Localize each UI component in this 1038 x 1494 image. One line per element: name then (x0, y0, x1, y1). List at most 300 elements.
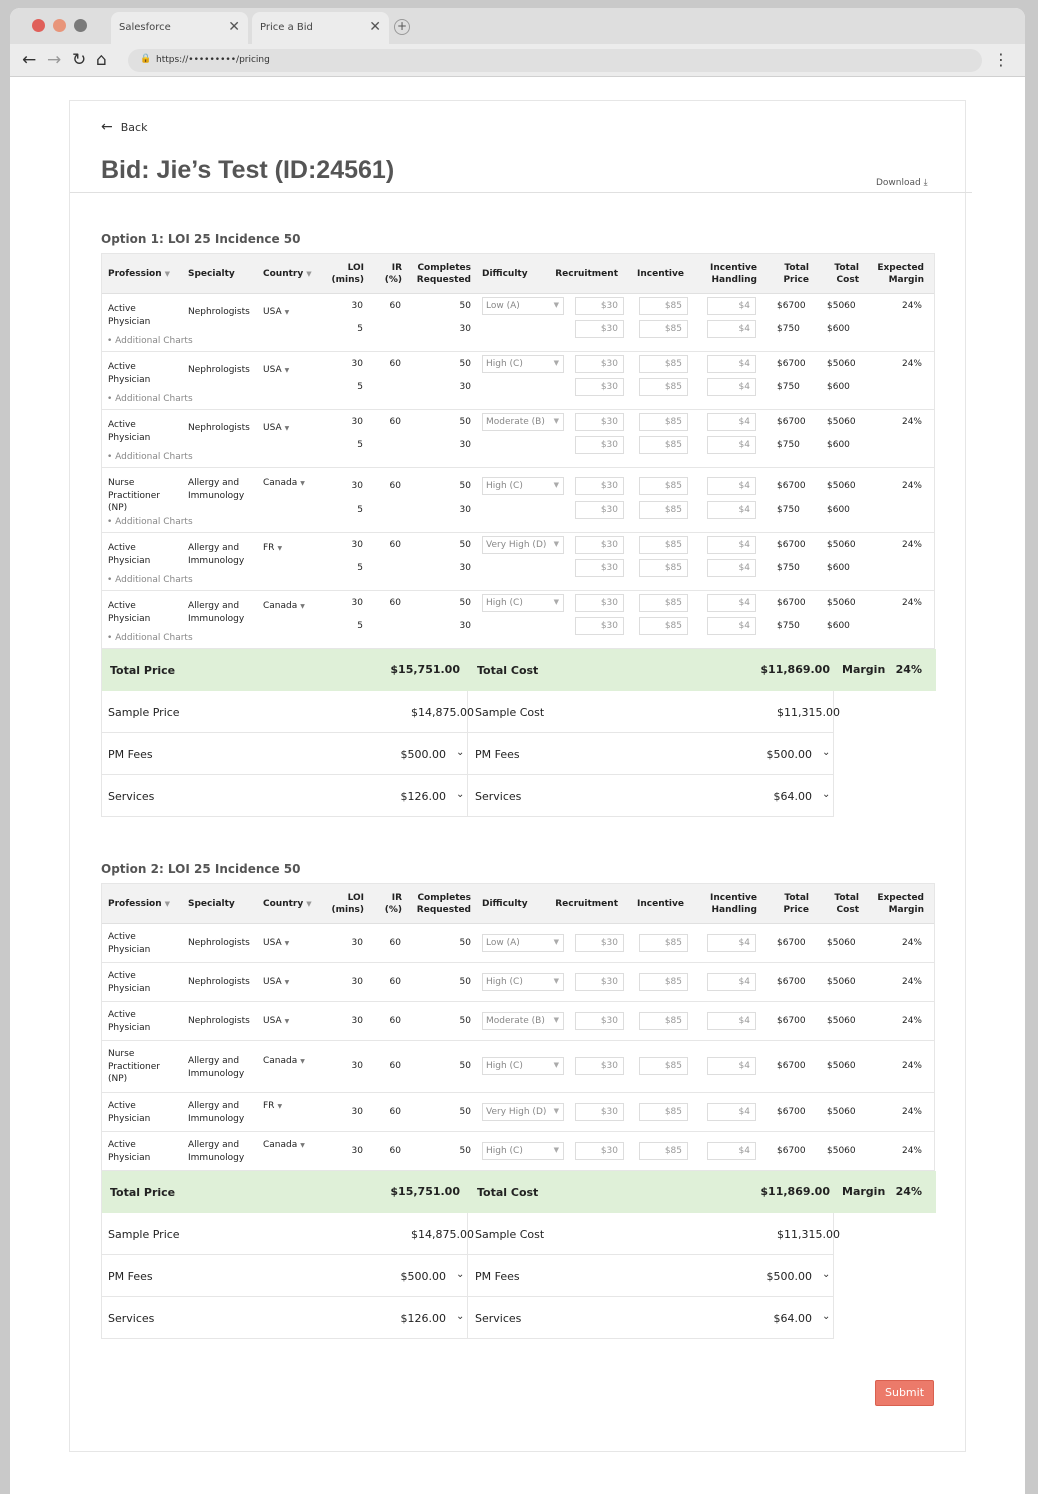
additional-charts-label: • Additional Charts (107, 452, 193, 462)
country-value: Canada (263, 1056, 298, 1066)
country-select[interactable] (263, 1139, 323, 1153)
incentive-handling-input[interactable]: $4 (707, 477, 756, 495)
ir-cell: 60 (389, 1146, 401, 1156)
chevron-down-icon: ▼ (553, 417, 559, 425)
more-menu-icon[interactable]: ⋮ (993, 50, 1009, 69)
additional-total-cost-cell: $600 (827, 382, 850, 392)
additional-handling-input[interactable]: $4 (707, 436, 756, 454)
incentive-handling-input[interactable]: $4 (707, 973, 756, 991)
chevron-down-icon[interactable]: ⌄ (456, 1269, 465, 1280)
additional-total-price-cell: $750 (777, 621, 800, 631)
chevron-down-icon[interactable]: ⌄ (456, 789, 465, 800)
browser-window (10, 8, 1025, 1494)
loi-cell: 30 (351, 598, 363, 608)
profession-cell: Active Physician (108, 304, 151, 327)
submit-button[interactable]: Submit (875, 1380, 934, 1406)
recruitment-input[interactable]: $30 (575, 1142, 624, 1160)
column-header-label: Difficulty (482, 269, 528, 279)
additional-charts-label: • Additional Charts (107, 394, 193, 404)
recruitment-input[interactable]: $30 (575, 973, 624, 991)
sort-caret-icon[interactable]: ▼ (306, 900, 312, 908)
chevron-down-icon: ▼ (277, 545, 283, 552)
additional-total-price-cell: $750 (777, 563, 800, 573)
additional-charts-text: Additional Charts (115, 336, 193, 346)
chevron-down-icon[interactable]: ⌄ (822, 789, 831, 800)
column-header-label: Specialty (188, 269, 235, 279)
chevron-down-icon[interactable]: ⌄ (822, 1269, 831, 1280)
expected-margin-cell: 24% (901, 540, 922, 550)
sample-price-label: Sample Price (108, 706, 180, 719)
country-select[interactable] (263, 1015, 323, 1029)
reload-icon[interactable]: ↻ (72, 50, 87, 70)
additional-loi-cell: 5 (357, 563, 363, 573)
additional-recruitment-input[interactable]: $30 (575, 559, 624, 577)
country-select[interactable] (263, 937, 323, 951)
back-link[interactable] (101, 119, 147, 135)
additional-recruitment-input[interactable]: $30 (575, 617, 624, 635)
recruitment-input[interactable]: $30 (575, 413, 624, 431)
difficulty-select[interactable] (482, 934, 564, 952)
additional-total-cost-cell: $600 (827, 324, 850, 334)
chevron-down-icon[interactable]: ⌄ (456, 1311, 465, 1322)
additional-handling-input[interactable]: $4 (707, 617, 756, 635)
completes-cell: 50 (459, 1016, 471, 1026)
specialty-column-header (188, 254, 258, 294)
incentive-input[interactable]: $85 (639, 1142, 688, 1160)
incentive-input[interactable]: $85 (639, 973, 688, 991)
country-value: USA (263, 938, 282, 948)
recruitment-input[interactable]: $30 (575, 536, 624, 554)
total-price-cell: $6700 (777, 598, 806, 608)
recruitment-input[interactable]: $30 (575, 297, 624, 315)
loi-cell: 30 (351, 417, 363, 427)
profession-cell: Active Physician (108, 601, 151, 624)
total-cost-cell: $5060 (827, 1107, 856, 1117)
incentive-input[interactable]: $85 (639, 297, 688, 315)
sample-price-label: Sample Price (108, 1228, 180, 1241)
home-icon[interactable]: ⌂ (96, 50, 107, 70)
tab-salesforce[interactable] (111, 12, 248, 44)
incentive-input[interactable]: $85 (639, 413, 688, 431)
additional-handling-input[interactable]: $4 (707, 320, 756, 338)
incentive-input[interactable]: $85 (639, 536, 688, 554)
table-header (102, 254, 934, 294)
incentive-handling-input[interactable]: $4 (707, 1012, 756, 1030)
difficulty-value: Low (A) (486, 938, 520, 948)
chevron-down-icon: ▼ (553, 977, 559, 985)
profession-cell: Active Physician (108, 1101, 151, 1124)
specialty-cell: Nephrologists (188, 1016, 250, 1026)
tab-label: Price a Bid (260, 22, 313, 33)
services-row (102, 775, 936, 817)
option-title: Option 2: LOI 25 Incidence 50 (101, 862, 301, 876)
country-value: Canada (263, 478, 298, 488)
total-cost-cell: $5060 (827, 1016, 856, 1026)
total-price-cell: $6700 (777, 1146, 806, 1156)
profession-cell: Nurse Practitioner (NP) (108, 478, 160, 513)
recruitment-input[interactable]: $30 (575, 934, 624, 952)
specialty-cell: Allergy and Immunology (188, 1140, 245, 1163)
country-value: USA (263, 365, 282, 375)
incentive-handling-input[interactable]: $4 (707, 297, 756, 315)
profession-cell: Active Physician (108, 543, 151, 566)
additional-completes-cell: 30 (459, 563, 471, 573)
chevron-down-icon[interactable]: ⌄ (822, 747, 831, 758)
expected-margin-cell: 24% (901, 1061, 922, 1071)
expected-margin-cell: 24% (901, 977, 922, 987)
column-divider (833, 733, 834, 775)
profession-column-header[interactable] (108, 254, 180, 294)
close-tab-icon[interactable]: ✕ (228, 19, 240, 35)
browser-toolbar (10, 44, 1025, 77)
country-select[interactable] (263, 1055, 323, 1069)
additional-total-price-cell: $750 (777, 324, 800, 334)
additional-incentive-input[interactable]: $85 (639, 559, 688, 577)
chevron-down-icon[interactable]: ⌄ (822, 1311, 831, 1322)
specialty-column-header (188, 884, 258, 924)
difficulty-select[interactable] (482, 355, 564, 373)
incentive-handling-input[interactable]: $4 (707, 1057, 756, 1075)
total-cost-cell: $5060 (827, 481, 856, 491)
forward-arrow-icon[interactable]: → (47, 50, 62, 70)
chevron-down-icon: ▼ (553, 481, 559, 489)
row-divider (102, 1338, 834, 1339)
recruitment-input[interactable]: $30 (575, 355, 624, 373)
country-value: Canada (263, 601, 298, 611)
column-header-label: Recruitment (555, 269, 618, 279)
additional-incentive-input[interactable]: $85 (639, 320, 688, 338)
country-select[interactable] (263, 364, 323, 378)
pm-fees-price-value[interactable]: $500.00 (400, 748, 446, 761)
specialty-cell: Allergy and Immunology (188, 478, 245, 501)
pm-fees-cost-label: PM Fees (475, 1270, 520, 1283)
expected-margin-cell: 24% (901, 359, 922, 369)
total-cost-cell: $5060 (827, 417, 856, 427)
country-select[interactable] (263, 306, 323, 320)
profession-column-header[interactable] (108, 884, 180, 924)
margin-label: Margin (842, 1185, 886, 1198)
difficulty-value: Very High (D) (486, 1107, 547, 1117)
divider (70, 192, 972, 193)
difficulty-select[interactable] (482, 1142, 564, 1160)
difficulty-select[interactable] (482, 1103, 564, 1121)
country-select[interactable] (263, 542, 323, 556)
download-button[interactable] (876, 178, 928, 188)
pm-fees-price-value[interactable]: $500.00 (400, 1270, 446, 1283)
completes-column-header (411, 254, 471, 294)
completes-column-header (411, 884, 471, 924)
country-select[interactable] (263, 600, 323, 614)
difficulty-value: High (C) (486, 359, 523, 369)
back-arrow-icon[interactable]: ← (22, 50, 37, 70)
table-row (102, 410, 934, 468)
completes-cell: 50 (459, 977, 471, 987)
incentive-column-header (634, 884, 684, 924)
chevron-down-icon: ▼ (553, 938, 559, 946)
loi-cell: 30 (351, 1146, 363, 1156)
additional-total-price-cell: $750 (777, 440, 800, 450)
additional-completes-cell: 30 (459, 440, 471, 450)
recruitment-input[interactable]: $30 (575, 594, 624, 612)
completes-cell: 50 (459, 1107, 471, 1117)
sample-cost-label: Sample Cost (475, 706, 545, 719)
incentive-handling-input[interactable]: $4 (707, 536, 756, 554)
table-row (102, 924, 934, 963)
specialty-cell: Nephrologists (188, 938, 250, 948)
country-column-header[interactable] (263, 884, 323, 924)
additional-charts-label: • Additional Charts (107, 517, 193, 527)
table-row (102, 533, 934, 591)
expected-margin-column-header (875, 884, 924, 924)
margin-value: 24% (895, 1185, 922, 1198)
sort-caret-icon[interactable]: ▼ (306, 270, 312, 278)
incentive-input[interactable]: $85 (639, 594, 688, 612)
ir-cell: 60 (389, 938, 401, 948)
total-price-cell: $6700 (777, 301, 806, 311)
loi-cell: 30 (351, 1061, 363, 1071)
incentive-handling-column-header (707, 884, 757, 924)
column-header-label: LOI (mins) (331, 893, 364, 915)
country-value: FR (263, 1101, 275, 1111)
total-cost-cell: $5060 (827, 977, 856, 987)
sort-caret-icon[interactable]: ▼ (164, 270, 171, 278)
difficulty-select[interactable] (482, 477, 564, 495)
country-select[interactable] (263, 422, 323, 436)
difficulty-select[interactable] (482, 536, 564, 554)
total-price-cell: $6700 (777, 417, 806, 427)
additional-total-price-cell: $750 (777, 505, 800, 515)
difficulty-select[interactable] (482, 1057, 564, 1075)
column-header-label: Expected Margin (877, 263, 924, 285)
total-cost-label: Total Cost (477, 1186, 539, 1199)
total-cost-value: $11,869.00 (760, 1185, 830, 1198)
specialty-cell: Nephrologists (188, 307, 250, 317)
difficulty-select[interactable] (482, 973, 564, 991)
chevron-down-icon: ▼ (553, 1107, 559, 1115)
column-header-label: LOI (mins) (331, 263, 364, 285)
completes-cell: 50 (459, 359, 471, 369)
table-row (102, 468, 934, 533)
additional-handling-input[interactable]: $4 (707, 378, 756, 396)
totals-row (102, 1171, 936, 1213)
incentive-handling-input[interactable]: $4 (707, 594, 756, 612)
sample-cost-value: $11,315.00 (777, 1228, 840, 1241)
additional-recruitment-input[interactable]: $30 (575, 436, 624, 454)
expected-margin-cell: 24% (901, 1016, 922, 1026)
services-price-value[interactable]: $126.00 (400, 790, 446, 803)
total-price-cell: $6700 (777, 540, 806, 550)
total-price-column-header (777, 884, 809, 924)
additional-handling-input[interactable]: $4 (707, 559, 756, 577)
services-cost-value[interactable]: $64.00 (773, 1312, 812, 1325)
total-price-label: Total Price (110, 1186, 176, 1199)
total-cost-cell: $5060 (827, 598, 856, 608)
additional-completes-cell: 30 (459, 324, 471, 334)
total-cost-column-header (827, 254, 859, 294)
incentive-input[interactable]: $85 (639, 1057, 688, 1075)
additional-charts-label: • Additional Charts (107, 633, 193, 643)
chevron-down-icon: ▼ (300, 603, 305, 610)
services-price-label: Services (108, 1312, 155, 1325)
completes-cell: 50 (459, 540, 471, 550)
maximize-window-dot[interactable] (74, 19, 87, 32)
recruitment-column-header (555, 254, 618, 294)
additional-recruitment-input[interactable]: $30 (575, 378, 624, 396)
column-divider (833, 775, 834, 817)
recruitment-input[interactable]: $30 (575, 1012, 624, 1030)
additional-incentive-input[interactable]: $85 (639, 378, 688, 396)
totals-row (102, 649, 936, 691)
loi-column-header (328, 254, 364, 294)
pm-fees-cost-value[interactable]: $500.00 (766, 748, 812, 761)
new-tab-icon[interactable]: + (394, 19, 410, 35)
column-header-label: Profession (108, 269, 162, 279)
country-column-header[interactable] (263, 254, 323, 294)
incentive-input[interactable]: $85 (639, 934, 688, 952)
recruitment-column-header (555, 884, 618, 924)
total-cost-column-header (827, 884, 859, 924)
loi-cell: 30 (351, 359, 363, 369)
country-select[interactable] (263, 1100, 323, 1114)
completes-cell: 50 (459, 481, 471, 491)
difficulty-select[interactable] (482, 594, 564, 612)
tab-price-a-bid[interactable] (252, 12, 389, 44)
margin-value: 24% (895, 663, 922, 676)
incentive-input[interactable]: $85 (639, 1012, 688, 1030)
ir-cell: 60 (389, 301, 401, 311)
chevron-down-icon: ▼ (300, 1058, 305, 1065)
services-cost-label: Services (475, 790, 522, 803)
additional-completes-cell: 30 (459, 505, 471, 515)
table-row (102, 1132, 934, 1171)
additional-completes-cell: 30 (459, 382, 471, 392)
services-cost-value[interactable]: $64.00 (773, 790, 812, 803)
additional-incentive-input[interactable]: $85 (639, 436, 688, 454)
expected-margin-column-header (875, 254, 924, 294)
back-arrow-icon: ← (101, 119, 113, 135)
difficulty-value: High (C) (486, 1146, 523, 1156)
ir-cell: 60 (389, 417, 401, 427)
total-price-cell: $6700 (777, 1107, 806, 1117)
sort-caret-icon[interactable]: ▼ (164, 900, 171, 908)
lock-icon: 🔒 (140, 54, 152, 64)
pm-fees-price-label: PM Fees (108, 1270, 153, 1283)
column-header-label: Completes Requested (416, 893, 471, 915)
pm-fees-row (102, 1255, 936, 1297)
table-row (102, 294, 934, 352)
difficulty-value: Moderate (B) (486, 417, 545, 427)
chevron-down-icon: ▼ (284, 1018, 290, 1025)
additional-total-price-cell: $750 (777, 382, 800, 392)
total-cost-cell: $5060 (827, 1061, 856, 1071)
close-window-dot[interactable] (32, 19, 45, 32)
difficulty-value: Moderate (B) (486, 1016, 545, 1026)
difficulty-value: High (C) (486, 481, 523, 491)
column-header-label: Incentive Handling (710, 263, 757, 285)
incentive-input[interactable]: $85 (639, 477, 688, 495)
difficulty-select[interactable] (482, 413, 564, 431)
page-title: Bid: Jie’s Test (ID:24561) (101, 156, 395, 184)
chevron-down-icon: ▼ (553, 301, 559, 309)
services-row (102, 1297, 936, 1339)
additional-incentive-input[interactable]: $85 (639, 501, 688, 519)
difficulty-value: Very High (D) (486, 540, 547, 550)
recruitment-input[interactable]: $30 (575, 477, 624, 495)
close-tab-icon[interactable]: ✕ (369, 19, 381, 35)
services-price-value[interactable]: $126.00 (400, 1312, 446, 1325)
chevron-down-icon: ▼ (553, 1016, 559, 1024)
completes-cell: 50 (459, 1146, 471, 1156)
additional-loi-cell: 5 (357, 440, 363, 450)
incentive-handling-input[interactable]: $4 (707, 934, 756, 952)
chevron-down-icon: ▼ (284, 367, 290, 374)
ir-cell: 60 (389, 598, 401, 608)
ir-column-header (382, 884, 402, 924)
additional-handling-input[interactable]: $4 (707, 501, 756, 519)
column-divider (467, 1297, 468, 1339)
additional-loi-cell: 5 (357, 324, 363, 334)
difficulty-value: High (C) (486, 977, 523, 987)
services-price-label: Services (108, 790, 155, 803)
chevron-down-icon: ▼ (300, 1142, 305, 1149)
additional-incentive-input[interactable]: $85 (639, 617, 688, 635)
address-bar[interactable] (128, 49, 982, 72)
difficulty-select[interactable] (482, 1012, 564, 1030)
column-header-label: Expected Margin (877, 893, 924, 915)
total-price-value: $15,751.00 (390, 1185, 460, 1198)
additional-recruitment-input[interactable]: $30 (575, 501, 624, 519)
chevron-down-icon[interactable]: ⌄ (456, 747, 465, 758)
profession-cell: Active Physician (108, 1010, 151, 1033)
pricing-table (101, 883, 935, 1339)
recruitment-input[interactable]: $30 (575, 1103, 624, 1121)
total-cost-label: Total Cost (477, 664, 539, 677)
additional-recruitment-input[interactable]: $30 (575, 320, 624, 338)
table-header (102, 884, 934, 924)
table-row (102, 1002, 934, 1041)
additional-charts-label: • Additional Charts (107, 336, 193, 346)
minimize-window-dot[interactable] (53, 19, 66, 32)
incentive-handling-input[interactable]: $4 (707, 1103, 756, 1121)
recruitment-input[interactable]: $30 (575, 1057, 624, 1075)
sample-cost-value: $11,315.00 (777, 706, 840, 719)
total-cost-value: $11,869.00 (760, 663, 830, 676)
incentive-handling-input[interactable]: $4 (707, 355, 756, 373)
country-select[interactable] (263, 477, 323, 491)
sample-cost-label: Sample Cost (475, 1228, 545, 1241)
total-price-cell: $6700 (777, 1016, 806, 1026)
sample-row (102, 1213, 936, 1255)
download-icon: ⤓ (923, 178, 928, 188)
profession-cell: Active Physician (108, 932, 151, 955)
chevron-down-icon: ▼ (284, 979, 290, 986)
pm-fees-cost-value[interactable]: $500.00 (766, 1270, 812, 1283)
margin-label: Margin (842, 663, 886, 676)
additional-total-cost-cell: $600 (827, 563, 850, 573)
incentive-input[interactable]: $85 (639, 1103, 688, 1121)
total-cost-cell: $5060 (827, 540, 856, 550)
incentive-input[interactable]: $85 (639, 355, 688, 373)
specialty-cell: Nephrologists (188, 977, 250, 987)
profession-cell: Active Physician (108, 1140, 151, 1163)
row-divider (102, 816, 834, 817)
country-select[interactable] (263, 976, 323, 990)
total-price-cell: $6700 (777, 481, 806, 491)
additional-loi-cell: 5 (357, 505, 363, 515)
incentive-handling-input[interactable]: $4 (707, 413, 756, 431)
difficulty-select[interactable] (482, 297, 564, 315)
incentive-handling-input[interactable]: $4 (707, 1142, 756, 1160)
